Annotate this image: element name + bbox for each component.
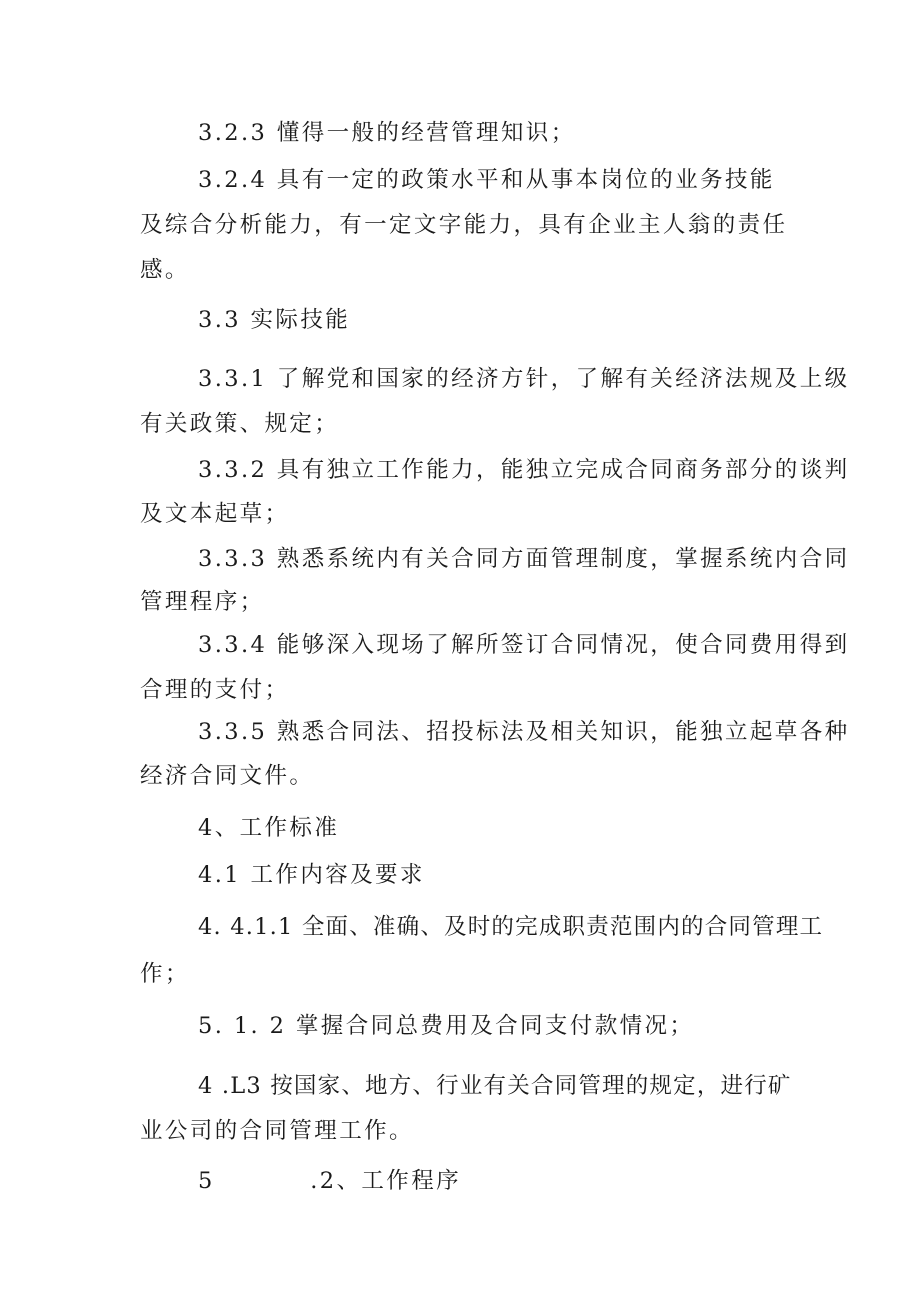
section-heading: 3.3 实际技能 xyxy=(198,307,351,333)
text-line: 感。 xyxy=(140,257,190,283)
section-heading: 4.1 工作内容及要求 xyxy=(198,862,425,888)
text-line: 业公司的合同管理工作。 xyxy=(140,1118,414,1144)
text-line: 3.3.2 具有独立工作能力，能独立完成合同商务部分的谈判 xyxy=(198,457,850,483)
text-line: 管理程序； xyxy=(140,589,265,615)
text-line: 3.2.3 懂得一般的经营管理知识； xyxy=(198,120,576,146)
text-line: 经济合同文件。 xyxy=(140,763,315,789)
text-line: 3.2.4 具有一定的政策水平和从事本岗位的业务技能 xyxy=(198,167,775,193)
text-line: 合理的支付； xyxy=(140,677,290,703)
section-heading: 5 .2、工作程序 xyxy=(198,1168,462,1194)
text-line: 4 .L3 按国家、地方、行业有关合同管理的规定，进行矿 xyxy=(198,1073,792,1099)
text-line: 3.3.1 了解党和国家的经济方针，了解有关经济法规及上级 xyxy=(198,366,850,392)
text-line: 及综合分析能力，有一定文字能力，具有企业主人翁的责任 xyxy=(140,212,788,238)
text-line: 作； xyxy=(140,961,190,987)
text-line: 4. 4.1.1 全面、准确、及时的完成职责范围内的合同管理工 xyxy=(198,914,824,940)
text-line: 3.3.4 能够深入现场了解所签订合同情况，使合同费用得到 xyxy=(198,632,850,658)
text-line: 及文本起草； xyxy=(140,501,290,527)
text-line: 有关政策、规定； xyxy=(140,411,340,437)
text-line: 3.3.5 熟悉合同法、招投标法及相关知识，能独立起草各种 xyxy=(198,719,850,745)
text-line: 5. 1. 2 掌握合同总费用及合同支付款情况； xyxy=(198,1013,695,1039)
text-line: 3.3.3 熟悉系统内有关合同方面管理制度，掌握系统内合同 xyxy=(198,546,850,572)
section-heading: 4、工作标准 xyxy=(198,815,340,841)
